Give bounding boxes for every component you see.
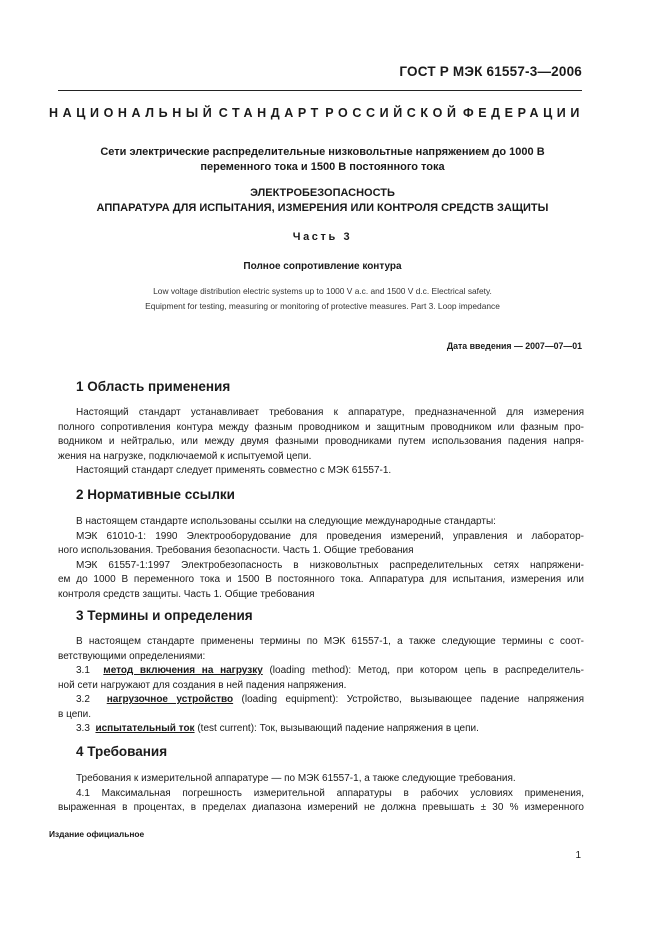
section-2-heading: 2 Нормативные ссылки: [76, 487, 235, 502]
english-title-line: Low voltage distribution electric systems up to 1000 V a.c. and 1500 V d.c. Electrical safety.: [153, 286, 492, 296]
subtitle-line: АППАРАТУРА ДЛЯ ИСПЫТАНИЯ, ИЗМЕРЕНИЯ ИЛИ КОНТРОЛЯ СРЕДСТВ ЗАЩИТЫ: [96, 201, 549, 214]
section-4-heading: 4 Требования: [76, 744, 168, 759]
reference-line: МЭК 61010-1: 1990 Электрооборудование для проведения измерений, управления и лаборатор-: [76, 530, 584, 542]
text-line: выраженная в процентах, в пределах диапазона измерений не должна превышать ± 30 % измеренного: [58, 802, 584, 813]
text-line: жения на нагрузке, подключаемой к испытуемой цепи.: [58, 450, 312, 462]
text-line: Требования к измерительной аппаратуре — по МЭК 61557-1, а также следующие требования.: [76, 773, 516, 784]
page-number: 1: [575, 850, 581, 861]
banner-word: СТАНДАРТ: [218, 106, 323, 120]
part-number: Часть 3: [292, 231, 353, 243]
standard-designation: ГОСТ Р МЭК 61557-3—2006: [399, 64, 582, 79]
text-line: Настоящий стандарт следует применять совместно с МЭК 61557-1.: [76, 465, 392, 476]
text-line: В настоящем стандарте использованы ссылки на следующие международные стандарты:: [76, 516, 496, 527]
reference-line: ем до 1000 В переменного тока и 1500 В постоянного тока. Аппаратура для испытания, измерения или: [58, 574, 584, 585]
document-subtitle: [60, 186, 585, 215]
part-title: Полное сопротивление контура: [243, 261, 402, 272]
term-definition: (test current): Ток, вызывающий падение напряжения в цепи.: [194, 723, 479, 734]
term-definition: в цепи.: [58, 708, 92, 720]
section-1-paragraph: [58, 406, 584, 479]
section-1-heading: 1 Область применения: [76, 379, 231, 394]
text-line: В настоящем стандарте применены термины по МЭК 61557-1, а также следующие термины с соот-: [76, 636, 584, 647]
text-line: 4.1 Максимальная погрешность измерительной аппаратуры в рабочих условиях применения,: [76, 787, 584, 799]
official-edition-label: Издание официальное: [49, 829, 145, 839]
english-title-line: Equipment for testing, measuring or monitoring of protective measures. Part 3. Loop impedance: [145, 300, 500, 311]
term-line: [58, 693, 584, 708]
reference-line: контроля средств защиты. Часть 1. Общие требования: [58, 588, 315, 600]
banner-word: НАЦИОНАЛЬНЫЙ: [49, 106, 217, 120]
term-line: [58, 664, 584, 679]
term-name: метод включения на нагрузку: [103, 665, 263, 676]
reference-line: ного использования. Требования безопасности. Часть 1. Общие требования: [58, 545, 414, 556]
document-title-en: [60, 284, 585, 313]
text-line: ветствующими определениями:: [58, 650, 206, 662]
text-line: водником и нейтралью, или между двумя фазными проводниками путем использования падения напря-: [58, 436, 584, 447]
header-rule: [58, 90, 582, 91]
reference-line: МЭК 61557-1:1997 Электробезопасность в низковольтных распределительных сетях напряжени-: [76, 559, 584, 571]
term-definition: (loading equipment): Устройство, вызывающее падение напряжения: [233, 694, 584, 705]
term-name: нагрузочное устройство: [106, 694, 234, 705]
section-3-heading: 3 Термины и определения: [76, 608, 253, 623]
text-line: полного сопротивления контура между фазным проводником и защитным проводником или фазным про-: [58, 421, 584, 433]
text-line: Настоящий стандарт устанавливает требования к аппаратуре, предназначенной для измерения: [76, 407, 584, 418]
term-line: [58, 722, 584, 737]
banner-word: ФЕДЕРАЦИИ: [462, 106, 584, 120]
subtitle-line: ЭЛЕКТРОБЕЗОПАСНОСТЬ: [250, 187, 395, 199]
introduction-date: Дата введения — 2007—07—01: [446, 341, 582, 351]
term-definition: (loading method): Метод, при котором цепь в распределитель-: [262, 665, 584, 676]
term-name: испытательный ток: [95, 723, 195, 734]
document-title-ru: [60, 145, 585, 174]
section-2-paragraph: [58, 515, 584, 602]
term-number: 3.3: [76, 723, 90, 734]
term-number: 3.1: [76, 665, 90, 676]
term-definition: ной сети нагружают для создания в ней падения напряжения.: [58, 679, 347, 691]
title-line: Сети электрические распределительные низковольтные напряжением до 1000 В: [100, 146, 545, 158]
term-number: 3.2: [76, 694, 90, 705]
national-standard-banner: [49, 106, 584, 120]
section-4-paragraph: [58, 772, 584, 816]
banner-word: РОССИЙСКОЙ: [325, 106, 461, 120]
section-3-paragraph: [58, 635, 584, 737]
title-line: переменного тока и 1500 В постоянного тока: [200, 160, 445, 173]
